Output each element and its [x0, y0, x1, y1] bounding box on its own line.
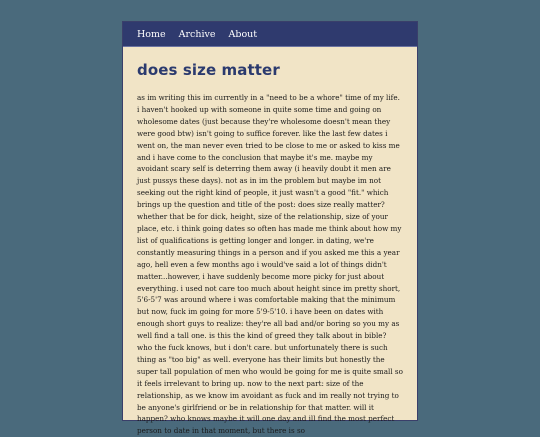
post-content — [123, 47, 417, 437]
nav-about-link[interactable]: About — [228, 28, 258, 40]
post-title: does size matter — [137, 61, 280, 79]
blog-page — [122, 21, 418, 436]
nav-archive-link[interactable]: Archive — [178, 28, 216, 40]
top-nav — [123, 22, 417, 47]
post-body: as im writing this im currently in a "need to be a whore" time of my life. i haven't hooked up with someone in quite some time and going on wholesome dates (just because they're wholesome doesn't mean they were good btw) isn't going to suffice forever. like the last few dates i went on, the man never even tried to be close to me or asked to kiss me and i have come to the conclusion that maybe it's me. maybe my avoidant scary self is deterring them away (i heavily doubt it men are just pussys these days). not as in im the problem but maybe im not seeking out the right kind of people, it just wasn't a good "fit." which brings up the question and title of the post: does size really matter? whether that be for dick, height, size of the relationship, size of your place, etc. i think going dates so often has made me think about how my list of qualifications is getting longer and longer. in dating, we're constantly measuring things in a person and if you asked me this a year ago, hell even a few months ago i would've said a lot of things didn't matter...however, i have suddenly become more picky for just about everything. i used not care too much about height since im pretty short, 5'6-5'7 was around where i was comfortable making that the minimum but now, fuck im going for more 5'9-5'10. i have been on dates with enough short guys to realize: they're all bad and/or boring so you my as well find a tall one. is this the kind of greed they talk about in bible? who the fuck knows, but i don't care. but unfortunately there is such thing as "too big" as well. everyone has their limits but honestly the super tall population of men who would be going for me is quite small so it feels irrelevant to bring up. now to the next part: size of the relationship, as we know im avoidant as fuck and im really not trying to be anyone's girlfriend or be in relationship for that matter. will it happen? who knows maybe it will one day and ill find the most perfect person to date in that moment, but there is so — [137, 93, 403, 436]
nav-home-link[interactable]: Home — [137, 28, 166, 40]
